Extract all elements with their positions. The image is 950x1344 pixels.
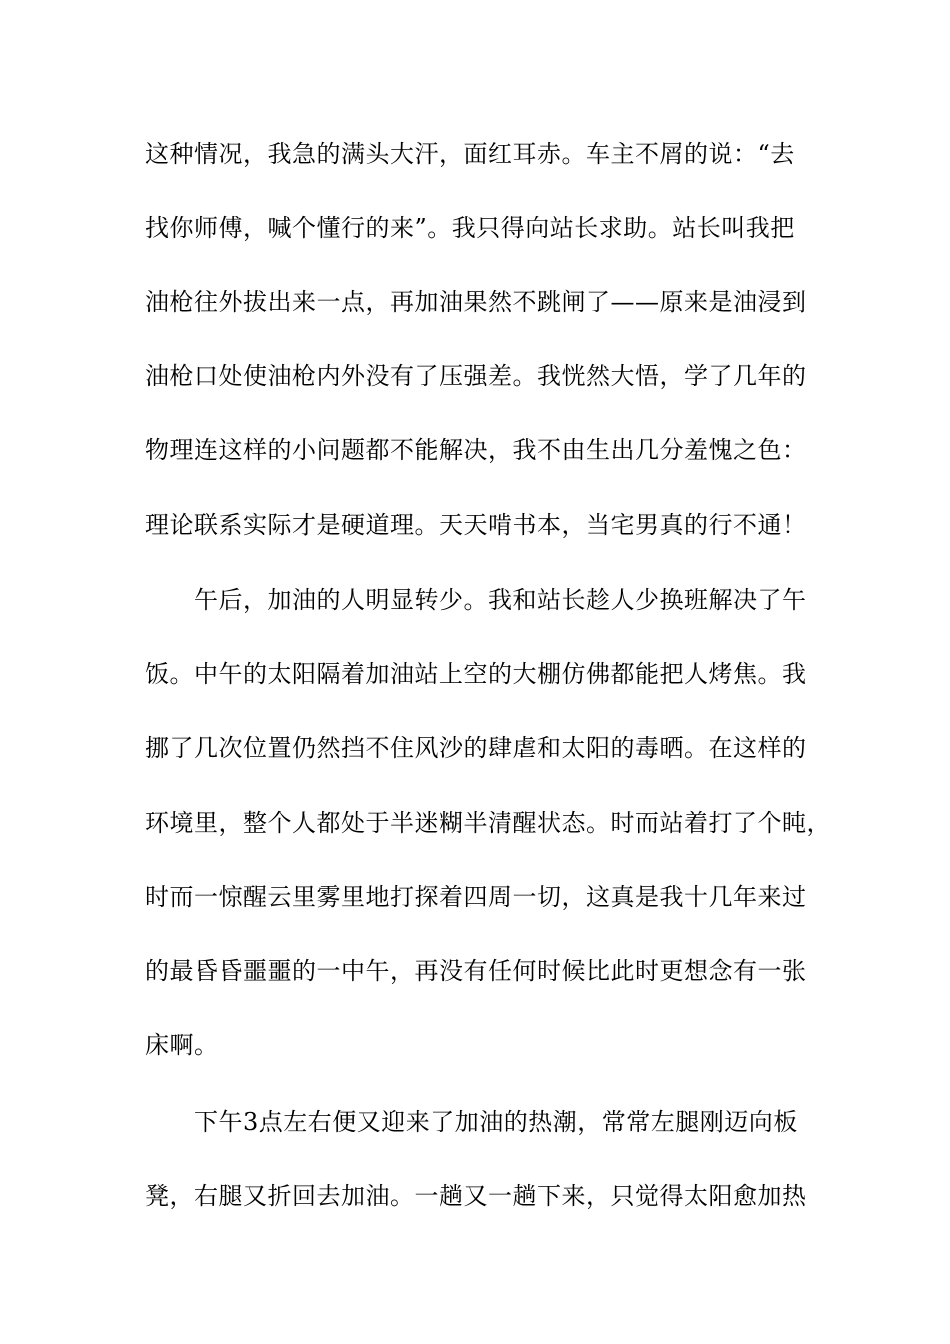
text-line: 油枪口处使油枪内外没有了压强差。我恍然大悟，学了几年的: [145, 362, 807, 390]
text-line: 环境里，整个人都处于半迷糊半清醒状态。时而站着打了个盹，: [145, 809, 831, 837]
text-line: 的最昏昏噩噩的一中午，再没有任何时候比此时更想念有一张: [145, 957, 807, 985]
text-line: 凳，右腿又折回去加油。一趟又一趟下来，只觉得太阳愈加热: [145, 1182, 807, 1210]
text-line: 这种情况，我急的满头大汗，面红耳赤。车主不屑的说：“去: [145, 140, 795, 168]
text-line: 油枪往外拔出来一点，再加油果然不跳闸了——原来是油浸到: [145, 288, 807, 316]
text-line: 下午3点左右便又迎来了加油的热潮，常常左腿刚迈向板: [194, 1108, 798, 1136]
text-line: 时而一惊醒云里雾里地打探着四周一切，这真是我十几年来过: [145, 883, 807, 911]
text-line: 物理连这样的小问题都不能解决，我不由生出几分羞愧之色：: [145, 436, 807, 464]
text-line: 床啊。: [145, 1031, 219, 1059]
text-line: 理论联系实际才是硬道理。天天啃书本，当宅男真的行不通！: [145, 511, 807, 539]
text-line: 饭。中午的太阳隔着加油站上空的大棚仿佛都能把人烤焦。我: [145, 660, 807, 688]
text-line: 挪了几次位置仍然挡不住风沙的肆虐和太阳的毒晒。在这样的: [145, 734, 807, 762]
text-line: 找你师傅，喊个懂行的来”。我只得向站长求助。站长叫我把: [145, 214, 795, 242]
text-line: 午后，加油的人明显转少。我和站长趁人少换班解决了午: [194, 586, 807, 614]
